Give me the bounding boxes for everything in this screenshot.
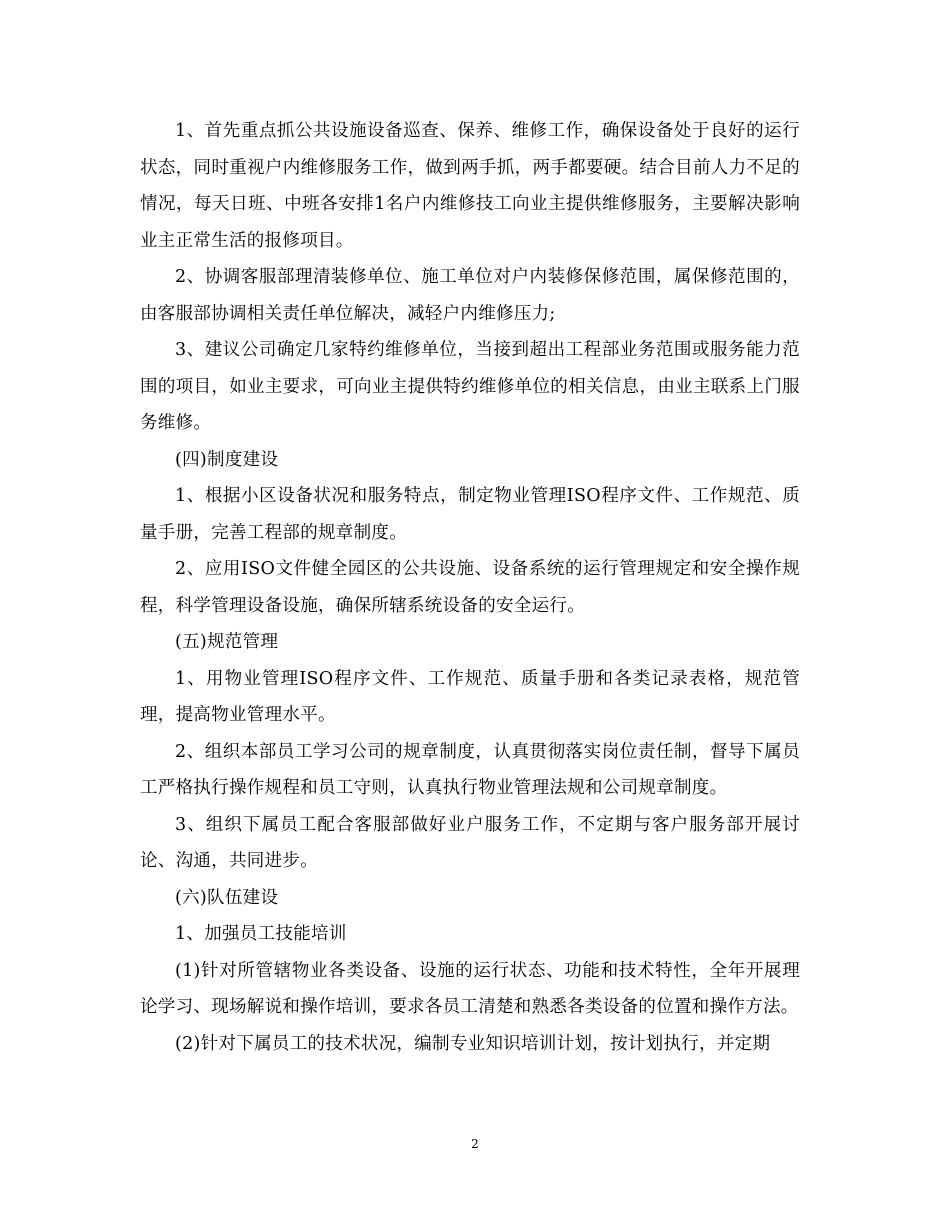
section-heading-standard-management: (五)规范管理 [175, 632, 279, 652]
paragraph-standard-documents: 1、用物业管理ISO程序文件、工作规范、质量手册和各类记录表格，规范管理，提高物业管理水平。 [140, 668, 800, 725]
paragraph-maintenance-focus: 1、首先重点抓公共设施设备巡查、保养、维修工作，确保设备处于良好的运行状态，同时重视户内维修服务工作，做到两手抓，两手都要硬。结合目前人力不足的情况，每天日班、中班各安排1名户内维修技工向业主提供维修服务，主要解决影响业主正常生活的报修项目。 [140, 121, 800, 251]
paragraph-cooperate-customer-service: 3、组织下属员工配合客服部做好业户服务工作，不定期与客户服务部开展讨论、沟通，共同进步。 [140, 814, 800, 871]
paragraph-training-plan: (2)针对下属员工的技术状况，编制专业知识培训计划，按计划执行，并定期 [175, 1033, 771, 1054]
paragraph-iso-procedures: 1、根据小区设备状况和服务特点，制定物业管理ISO程序文件、工作规范、质量手册，完善工程部的规章制度。 [140, 486, 800, 543]
page-number: 2 [471, 1137, 479, 1151]
document-body [140, 113, 800, 1062]
paragraph-equipment-training: (1)针对所管辖物业各类设备、设施的运行状态、功能和技术特性，全年开展理论学习、现场解说和操作培训，要求各员工清楚和熟悉各类设备的位置和操作方法。 [140, 960, 800, 1017]
paragraph-staff-rules: 2、组织本部员工学习公司的规章制度，认真贯彻落实岗位责任制，督导下属员工严格执行操作规程和员工守则，认真执行物业管理法规和公司规章制度。 [140, 741, 800, 798]
paragraph-iso-operation-rules: 2、应用ISO文件健全园区的公共设施、设备系统的运行管理规定和安全操作规程，科学管理设备设施，确保所辖系统设备的安全运行。 [140, 559, 800, 616]
section-heading-team-building: (六)队伍建设 [175, 887, 279, 908]
paragraph-coordinate-customer-service: 2、协调客服部理清装修单位、施工单位对户内装修保修范围，属保修范围的，由客服部协调相关责任单位解决，减轻户内维修压力; [140, 267, 800, 324]
paragraph-special-maintenance-units: 3、建议公司确定几家特约维修单位，当接到超出工程部业务范围或服务能力范围的项目，如业主要求，可向业主提供特约维修单位的相关信息，由业主联系上门服务维修。 [140, 340, 800, 433]
section-heading-system-building: (四)制度建设 [175, 449, 279, 470]
subheading-skill-training: 1、加强员工技能培训 [175, 924, 347, 944]
